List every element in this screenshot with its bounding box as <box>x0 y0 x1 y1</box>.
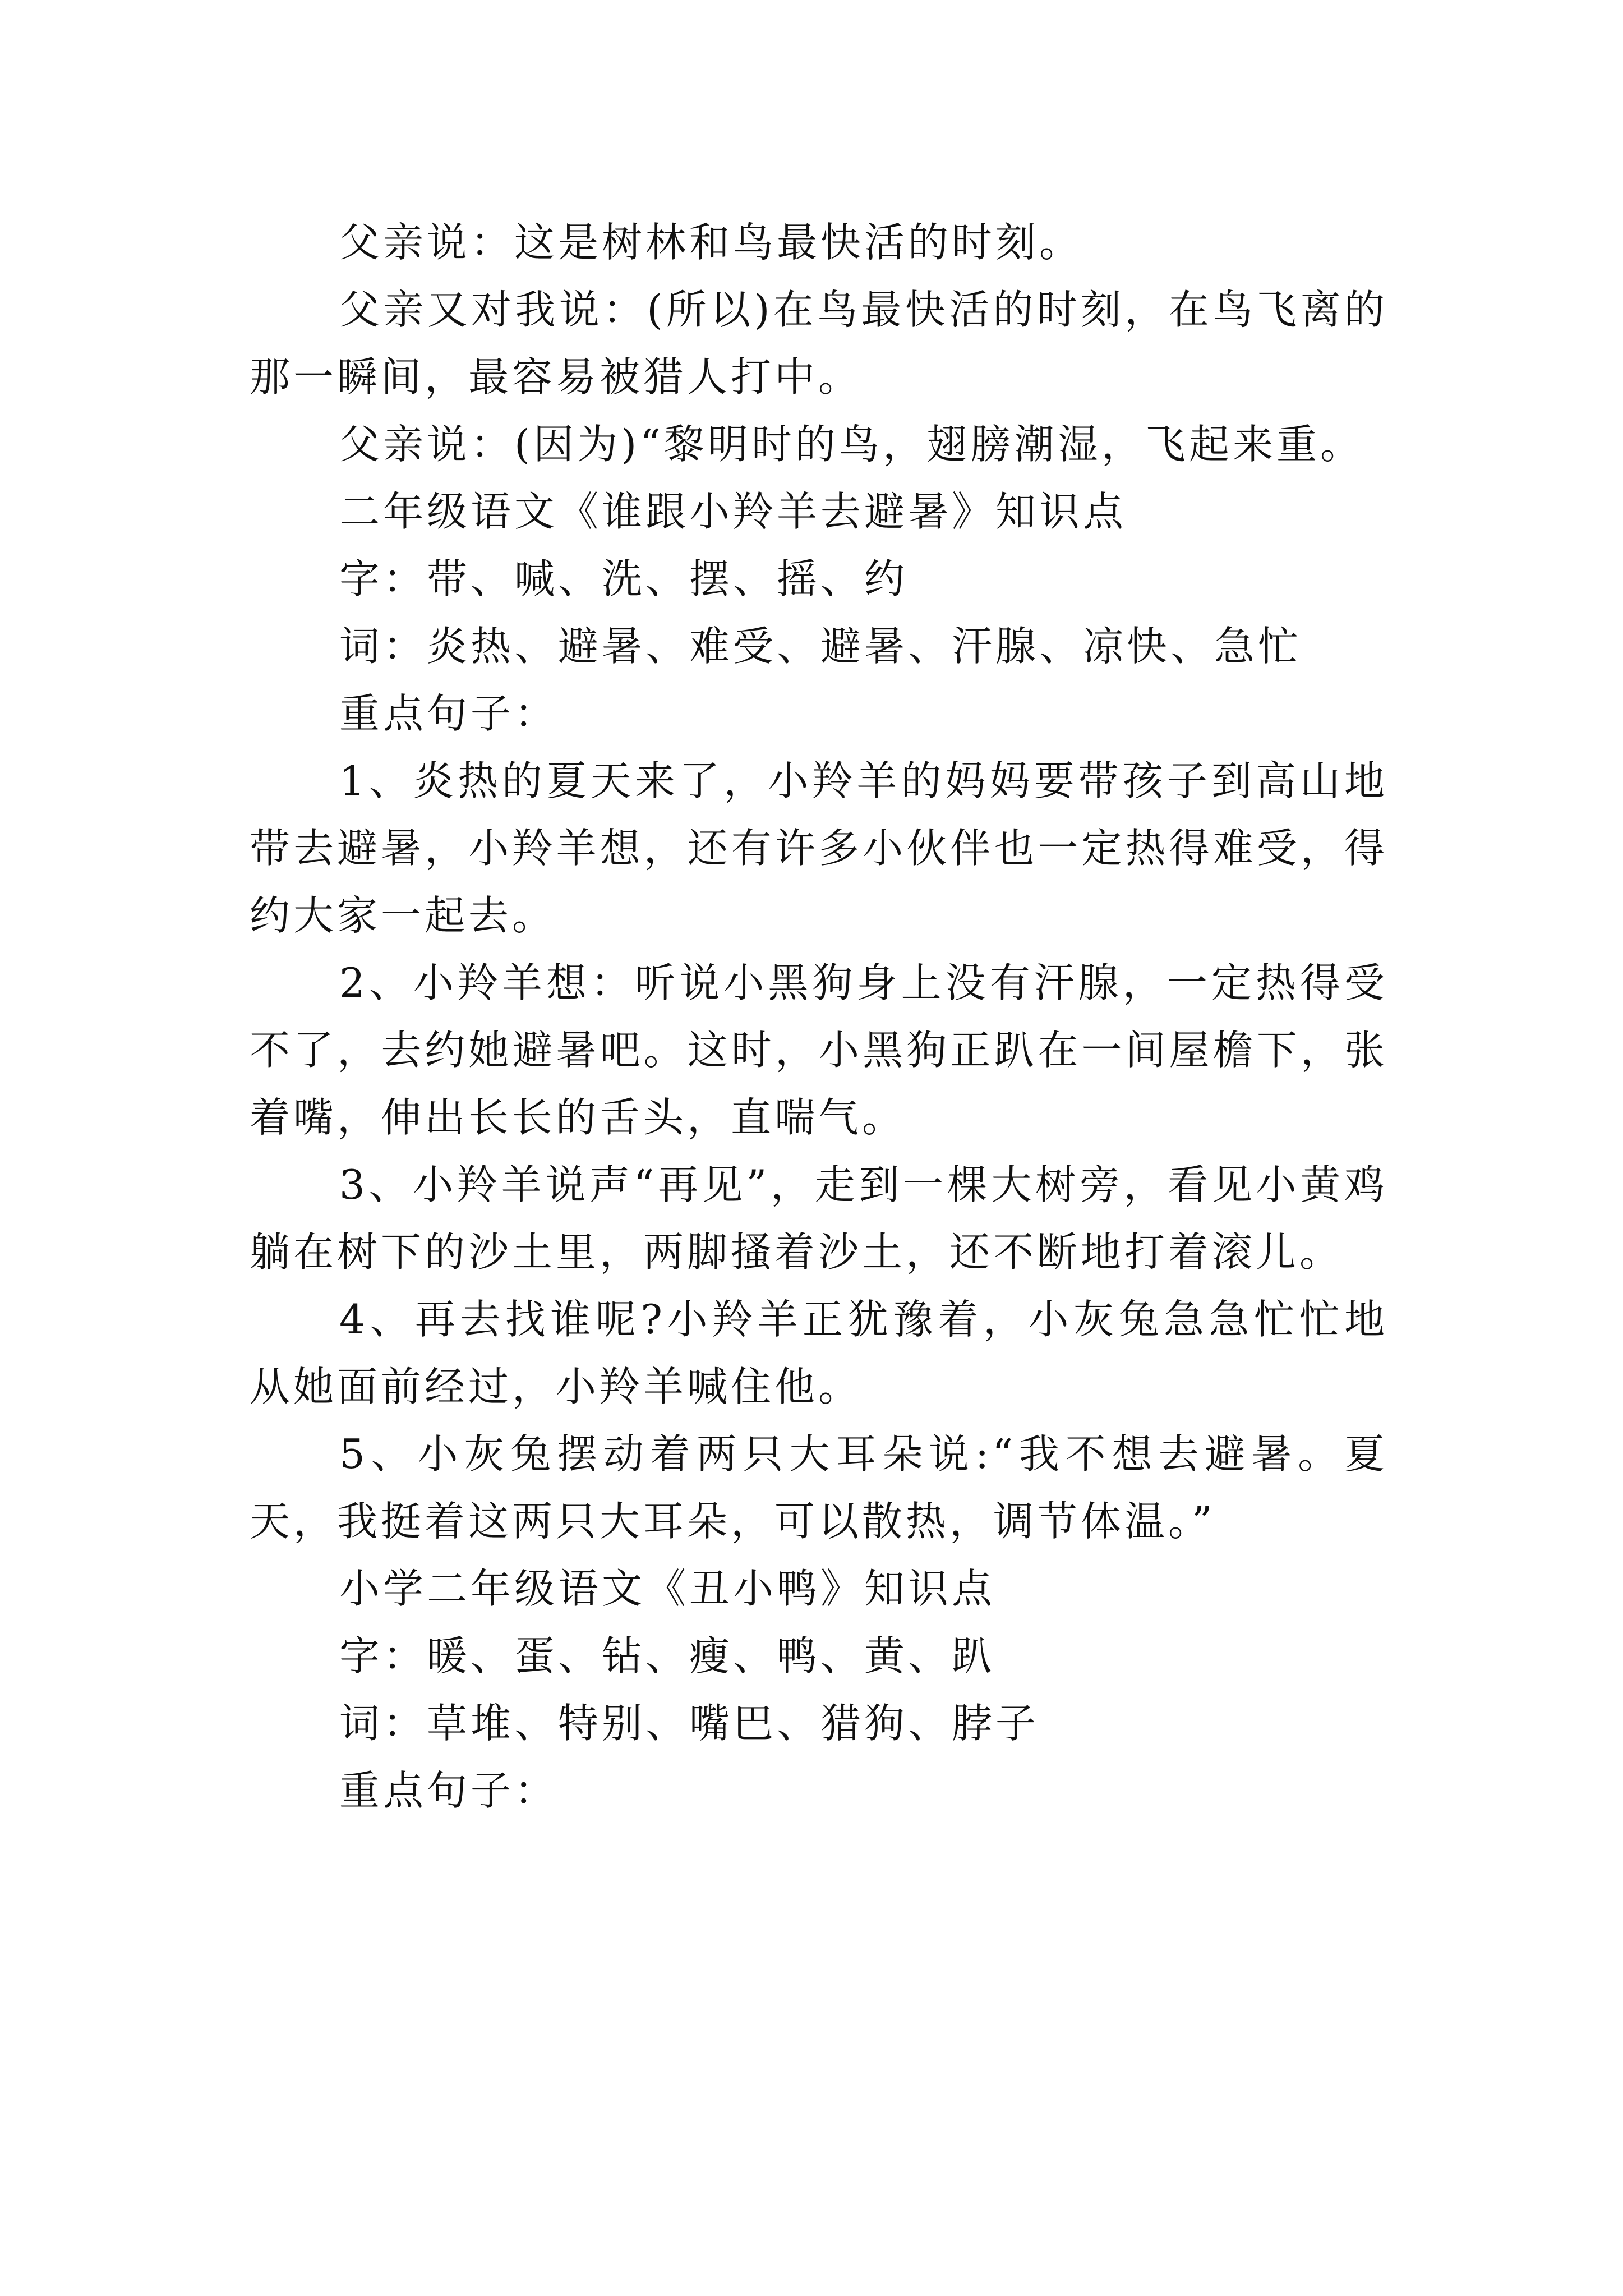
key-sentence-1: 1、炎热的夏天来了，小羚羊的妈妈要带孩子到高山地带去避暑，小羚羊想，还有许多小伙伴也一定热得难受，得约大家一起去。 <box>250 757 1388 939</box>
characters-line-ugly-duckling: 字：暖、蛋、钻、瘦、鸭、黄、趴 <box>339 1632 996 1680</box>
key-sentence-2: 2、小羚羊想：听说小黑狗身上没有汗腺，一定热得受不了，去约她避暑吧。这时，小黑狗正趴在一间屋檐下，张着嘴，伸出长长的舌头，直喘气。 <box>250 959 1388 1141</box>
key-sentences-label-antelope: 重点句子： <box>339 690 559 737</box>
words-line-antelope: 词：炎热、避暑、难受、避暑、汗腺、凉快、急忙 <box>339 623 1302 670</box>
paragraph-father-says-happiest-moment: 父亲说：这是树林和鸟最快活的时刻。 <box>339 219 1083 266</box>
section-heading-antelope: 二年级语文《谁跟小羚羊去避暑》知识点 <box>339 488 1127 535</box>
document-body <box>250 209 1388 1824</box>
characters-line-antelope: 字：带、喊、洗、摆、摇、约 <box>339 555 909 602</box>
paragraph-father-says-dawn-bird: 父亲说：(因为)“黎明时的鸟，翅膀潮湿，飞起来重。 <box>339 421 1364 468</box>
paragraph-father-says-hunter: 父亲又对我说：(所以)在鸟最快活的时刻，在鸟飞离的那一瞬间，最容易被猎人打中。 <box>250 286 1388 401</box>
words-line-ugly-duckling: 词：草堆、特别、嘴巴、猎狗、脖子 <box>339 1700 1040 1747</box>
key-sentences-label-ugly-duckling: 重点句子： <box>339 1767 559 1814</box>
section-heading-ugly-duckling: 小学二年级语文《丑小鸭》知识点 <box>339 1565 996 1612</box>
key-sentence-3: 3、小羚羊说声“再见”，走到一棵大树旁，看见小黄鸡躺在树下的沙土里，两脚搔着沙土，还不断地打着滚儿。 <box>250 1161 1388 1276</box>
key-sentence-4: 4、再去找谁呢?小羚羊正犹豫着，小灰兔急急忙忙地从她面前经过，小羚羊喊住他。 <box>250 1296 1388 1410</box>
key-sentence-5: 5、小灰兔摆动着两只大耳朵说:“我不想去避暑。夏天，我挺着这两只大耳朵，可以散热，调节体温。” <box>250 1430 1388 1545</box>
